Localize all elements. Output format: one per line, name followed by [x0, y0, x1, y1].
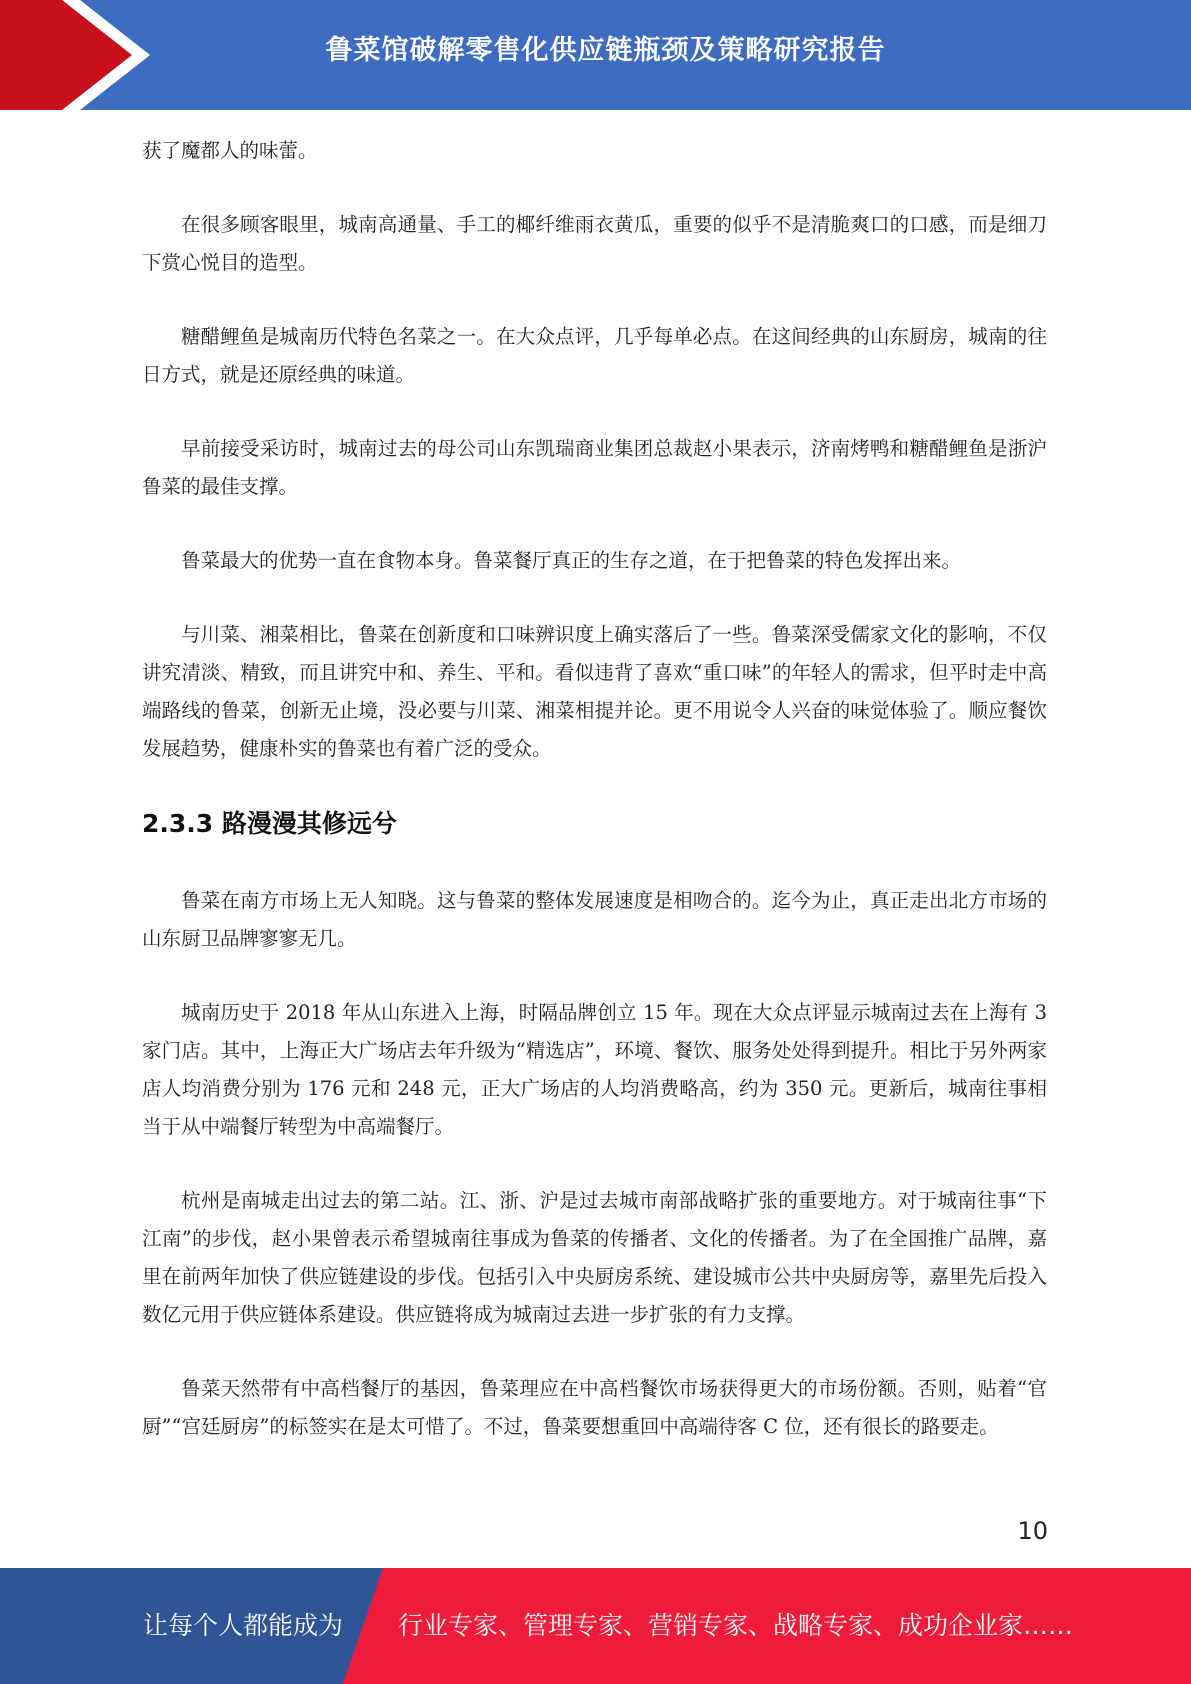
paragraph: 早前接受采访时，城南过去的母公司山东凯瑞商业集团总裁赵小果表示，济南烤鸭和糖醋鲤鱼是浙沪鲁菜的最佳支撑。 — [142, 437, 1047, 498]
paragraph: 杭州是南城走出过去的第二站。江、浙、沪是过去城市南部战略扩张的重要地方。对于城南往事“下江南”的步伐，赵小果曾表示希望城南往事成为鲁菜的传播者、文化的传播者。为了在全国推广品牌，嘉里在前两年加快了供应链建设的步伐。包括引入中央厨房系统、建设城市公共中央厨房等，嘉里先后投入数亿元用于供应链体系建设。供应链将成为城南过去进一步扩张的有力支撑。 — [142, 1189, 1047, 1326]
paragraph: 与川菜、湘菜相比，鲁菜在创新度和口味辨识度上确实落后了一些。鲁菜深受儒家文化的影响，不仅讲究清淡、精致，而且讲究中和、养生、平和。看似违背了喜欢“重口味”的年轻人的需求，但平时走中高端路线的鲁菜，创新无止境，没必要与川菜、湘菜相提并论。更不用说令人兴奋的味觉体验了。顺应餐饮发展趋势，健康朴实的鲁菜也有着广泛的受众。 — [142, 623, 1047, 760]
section-heading: 2.3.3 路漫漫其修远兮 — [142, 809, 397, 838]
page-number: 10 — [1017, 1517, 1048, 1545]
paragraph: 在很多顾客眼里，城南高通量、手工的椰纤维雨衣黄瓜，重要的似乎不是清脆爽口的口感，而是细刀下赏心悦目的造型。 — [142, 213, 1047, 274]
report-title: 鲁菜馆破解零售化供应链瓶颈及策略研究报告 — [325, 35, 886, 66]
paragraph: 糖醋鲤鱼是城南历代特色名菜之一。在大众点评，几乎每单必点。在这间经典的山东厨房，城南的往日方式，就是还原经典的味道。 — [142, 325, 1047, 386]
page-footer — [0, 1568, 1191, 1684]
paragraph: 鲁菜最大的优势一直在食物本身。鲁菜餐厅真正的生存之道，在于把鲁菜的特色发挥出来。 — [181, 549, 962, 572]
footer-slogan-left: 让每个人都能成为 — [143, 1611, 344, 1640]
paragraph: 获了魔都人的味蕾。 — [142, 139, 318, 162]
paragraph: 鲁菜天然带有中高档餐厅的基因，鲁菜理应在中高档餐饮市场获得更大的市场份额。否则，贴着“官厨”“宫廷厨房”的标签实在是太可惜了。不过，鲁菜要想重回中高端待客 C 位，还有很长的路要走。 — [142, 1377, 1047, 1438]
page-header — [0, 0, 1191, 110]
paragraph: 鲁菜在南方市场上无人知晓。这与鲁菜的整体发展速度是相吻合的。迄今为止，真正走出北方市场的山东厨卫品牌寥寥无几。 — [142, 889, 1047, 950]
paragraph: 城南历史于 2018 年从山东进入上海，时隔品牌创立 15 年。现在大众点评显示城南过去在上海有 3 家门店。其中，上海正大广场店去年升级为“精选店”，环境、餐饮、服务处处得到提升。相比于另外两家店人均消费分别为 176 元和 248 元，正大广场店的人均消费略高，约为 350 元。更新后，城南往事相当于从中端餐厅转型为中高端餐厅。 — [142, 1001, 1047, 1138]
main-content — [142, 132, 1047, 1482]
footer-slogan-right: 行业专家、管理专家、营销专家、战略专家、成功企业家…… — [398, 1611, 1074, 1640]
